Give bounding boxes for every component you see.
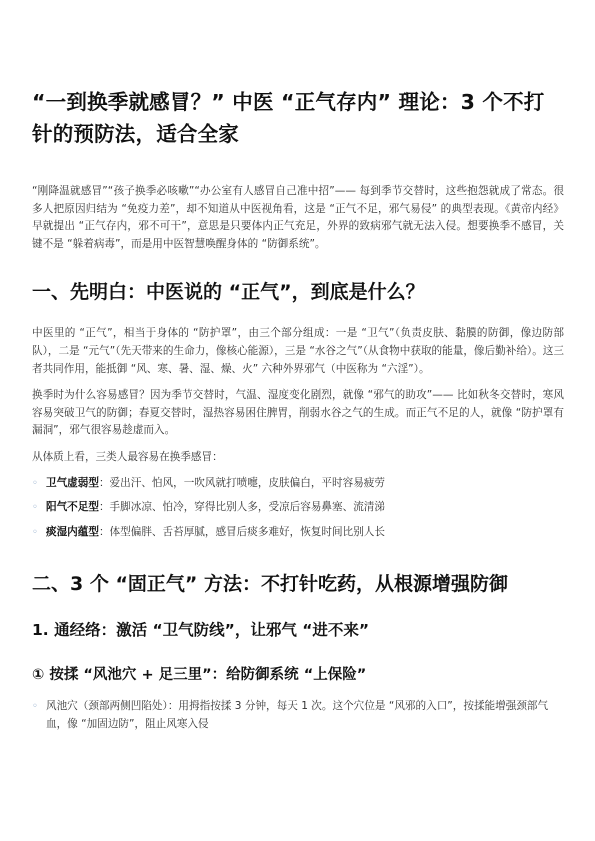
section-heading-2: 二、3 个 “固正气” 方法：不打针吃药，从根源增强防御 bbox=[32, 573, 509, 596]
bullet-icon: ◦ bbox=[32, 477, 38, 489]
list-item bbox=[32, 475, 564, 493]
section1-paragraph-2: 换季时为什么容易感冒？因为季节交替时，气温、湿度变化剧烈，就像 “邪气的助攻”—— 比如秋冬交替时，寒风容易突破卫气的防御；春夏交替时，湿热容易困住脾胃，削弱水谷之气的生成。而正气不足的人，就像 “防护罩有漏洞”，邪气很容易趁虚而入。 bbox=[32, 389, 564, 437]
article-title: “一到换季就感冒？” 中医 “正气存内” 理论：3 个不打针的预防法，适合全家 bbox=[32, 90, 545, 146]
list-item bbox=[32, 499, 564, 517]
acupoint-list bbox=[32, 698, 564, 733]
type-name: 卫气虚弱型 bbox=[46, 476, 99, 489]
method-heading-1: 1. 通经络：激活 “卫气防线”，让邪气 “进不来” bbox=[32, 621, 370, 640]
type-desc: ：体型偏胖、舌苔厚腻，感冒后痰多难好，恢复时间比别人长 bbox=[98, 525, 385, 538]
type-name: 阳气不足型 bbox=[46, 501, 99, 514]
article bbox=[32, 86, 564, 734]
section1-paragraph-3: 从体质上看，三类人最容易在换季感冒： bbox=[32, 450, 223, 463]
constitution-type-list bbox=[32, 475, 564, 542]
section-heading-1: 一、先明白：中医说的 “正气”，到底是什么？ bbox=[32, 281, 425, 304]
bullet-icon: ◦ bbox=[32, 701, 38, 713]
type-name: 痰湿内蕴型 bbox=[46, 525, 99, 538]
list-item bbox=[32, 524, 564, 542]
acupoint-text: 风池穴（颈部两侧凹陷处）：用拇指按揉 3 分钟，每天 1 次。这个穴位是 “风邪的入口”，按揉能增强颈部气血，像 “加固边防”，阻止风寒入侵 bbox=[46, 700, 549, 730]
intro-paragraph: “刚降温就感冒”“孩子换季必咳嗽”“办公室有人感冒自己准中招”—— 每到季节交替时，这些抱怨就成了常态。很多人把原因归结为 “免疫力差”，却不知道从中医视角看，这是 “正气不足，邪气易侵” 的典型表现。《黄帝内经》早就提出 “正气存内，邪不可干”，意思是只要体内正气充足，外界的致病邪气就无法入侵。想要换季不感冒，关键不是 “躲着病毒”，而是用中医智慧唤醒身体的 “防御系统”。 bbox=[32, 185, 564, 250]
bullet-icon: ◦ bbox=[32, 502, 38, 514]
section1-paragraph-1: 中医里的 “正气”，相当于身体的 “防护罩”，由三个部分组成：一是 “卫气”（负责皮肤、黏膜的防御，像边防部队），二是 “元气”（先天带来的生命力，像核心能源），三是 “水谷之气”（从食物中获取的能量，像后勤补给）。这三者共同作用，能抵御 “风、寒、暑、湿、燥、火” 六种外界邪气（中医称为 “六淫”）。 bbox=[32, 327, 564, 375]
type-desc: ：手脚冰凉、怕冷，穿得比别人多，受凉后容易鼻塞、流清涕 bbox=[98, 501, 385, 514]
method-subheading-1: ① 按揉 “风池穴 + 足三里”：给防御系统 “上保险” bbox=[32, 667, 367, 684]
bullet-icon: ◦ bbox=[32, 526, 38, 538]
list-item bbox=[32, 698, 564, 733]
type-desc: ：爱出汗、怕风，一吹风就打喷嚏，皮肤偏白，平时容易疲劳 bbox=[98, 476, 385, 489]
